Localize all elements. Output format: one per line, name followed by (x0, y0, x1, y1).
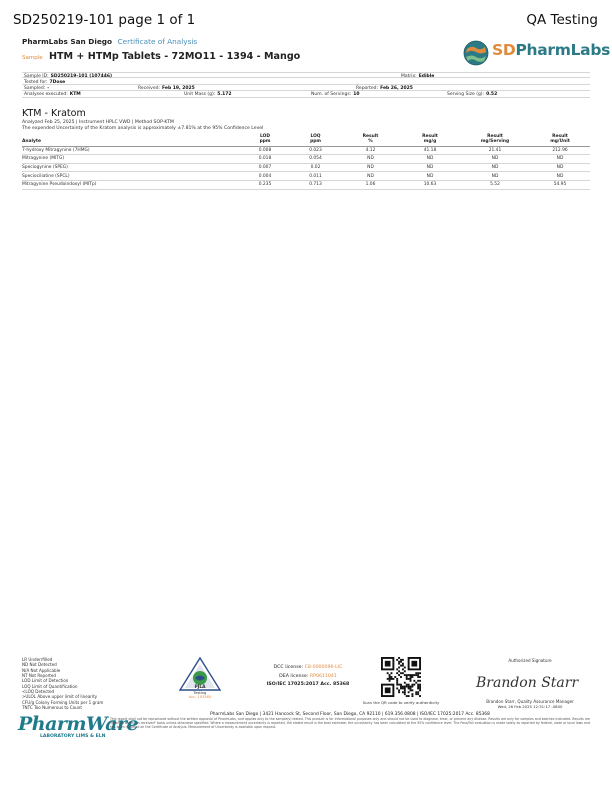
table-row (22, 163, 590, 172)
pharmware-logo (18, 713, 139, 743)
legend-item: <LOQ Detected (22, 689, 55, 695)
table-row (22, 146, 590, 155)
pharmware-wordmark: PharmWare (18, 713, 139, 735)
sample-id-value: SD250219-101 (107446) (50, 74, 113, 80)
section-note: The expended Uncertainty of the Kratom analysis is approximately ±7.81% at the 95% Confidence Level (22, 126, 264, 131)
unit-mass-label: Unit Mass (g): (184, 92, 216, 98)
signature-script: Brandon Starr (476, 675, 579, 691)
iso-accreditation: ISO/IEC 17025:2017 Acc. 85368 (266, 682, 350, 688)
section-title: KTM - Kratom (22, 108, 86, 119)
matrix-label: Matrix: (401, 74, 417, 80)
license-block (252, 664, 364, 690)
cell-analyte: 7-hydroxy Mitragynine (7HMG) (22, 146, 240, 155)
table-row (22, 180, 590, 189)
cell-analyte: Mitragynine Pseudoindoxyl (MITp) (22, 180, 240, 189)
cell-loq: 0.054 (290, 155, 341, 164)
header-result-mgs (460, 133, 530, 146)
document-type: Certificate of Analysis (117, 37, 198, 46)
header-result-mgu (530, 133, 590, 146)
pjla-sub: Testing (193, 690, 207, 695)
cell-mgu: ND (530, 155, 590, 164)
legend-item: CFU/g Colony Forming Units per 1 gram (22, 699, 104, 705)
legend-item: LR Underrfilled (22, 657, 53, 662)
header-result-pct-unit: % (368, 139, 373, 145)
signature-date: Wed, 26 Feb 2025 12:31:17 -0800 (497, 704, 563, 709)
signature-heading: Authorized Signature (508, 658, 552, 663)
dcc-value: C8-0000096-LIC (304, 665, 343, 670)
qr-caption: Scan the QR code to verify authenticity (362, 700, 440, 705)
legend-item: ND Not Detected (22, 662, 57, 668)
header-loq (290, 133, 341, 146)
sample-name: HTM + HTMp Tablets - 72MO11 - 1394 - Mango (48, 51, 301, 62)
header-result-pct (341, 133, 400, 146)
cell-mgg: 41.18 (400, 146, 460, 155)
dea-license (252, 673, 364, 682)
dea-value: RP0611041 (309, 673, 337, 679)
unit-mass-value: 5.172 (217, 92, 232, 98)
qa-testing-label: QA Testing (526, 12, 598, 28)
lab-name-text: PharmLabs San Diego (22, 37, 113, 46)
cell-mgs: ND (460, 172, 530, 181)
servings-label: Num. of Servings: (311, 92, 352, 98)
cell-lod: 0.004 (240, 172, 290, 181)
header-loq-unit: ppm (310, 139, 321, 145)
pharmware-subtitle: LABORATORY LIMS & ELN (40, 734, 106, 739)
header-result-mgs-unit: mg/Serving (480, 139, 510, 145)
signature-image (470, 668, 580, 694)
lab-address: PharmLabs San Diego | 3421 Hancock St, Second Floor, San Diego, CA 92110 | 619.356.0808 | ISO/IEC 17025:2017 Acc. 85368 (210, 712, 490, 717)
legend-item: >ULOL Above upper limit of linearity (22, 694, 98, 700)
cell-loq: 0.02 (290, 163, 341, 172)
abbreviation-legend (22, 657, 103, 710)
cell-mgu: ND (530, 172, 590, 181)
sampled-value: - (47, 85, 50, 91)
header-lod (240, 133, 290, 146)
reported-value: Feb 26, 2025 (380, 85, 413, 91)
received-value: Feb 19, 2025 (162, 85, 195, 91)
legend-item: LOD Limit of Detection (22, 678, 69, 684)
cell-pct: ND (341, 155, 400, 164)
cell-mgu: 212.96 (530, 146, 590, 155)
unit-mass-field (184, 92, 231, 97)
dcc-label: DCC license: (273, 665, 304, 670)
analyses-label: Analyses executed: (24, 92, 68, 98)
header-analyte-label: Analyte (22, 139, 41, 145)
analyses-field (24, 92, 81, 97)
logo-wordmark (492, 41, 610, 59)
header-result-mgg (400, 133, 460, 146)
cell-analyte: Speciociliatine (SPCL) (22, 172, 240, 181)
tested-for-label: Tested for: (24, 79, 48, 85)
matrix-value: Edible (418, 74, 435, 80)
table-header-row (22, 133, 590, 146)
sample-id-label: Sample ID: (24, 74, 49, 80)
cell-mgs: ND (460, 163, 530, 172)
pjla-label (176, 686, 224, 700)
cell-mgs: 5.52 (460, 180, 530, 189)
sampled-label: Sampled: (24, 85, 46, 91)
cell-lod: 0.008 (240, 146, 290, 155)
logo-pharmlabs: PharmLabs (515, 41, 611, 59)
dcc-license (252, 664, 364, 673)
header-result-mgu-unit: mg/Unit (550, 139, 570, 145)
serving-size-value: 0.52 (486, 92, 498, 98)
header-result-mgg-unit: mg/g (423, 139, 437, 145)
cell-lod: 0.235 (240, 180, 290, 189)
dea-label: DEA license: (279, 673, 309, 679)
header-result-mgs-top: Result (487, 134, 503, 139)
cell-analyte: Mitragynine (MITG) (22, 155, 240, 164)
section-meta: Analyzed Feb 25, 2025 | Instrument HPLC VWD | Method SOP-KTM (22, 120, 174, 125)
header-result-mgg-top: Result (422, 134, 438, 139)
legend-item: TNTC Too Numerous to Count (22, 705, 82, 711)
cell-mgu: 54.95 (530, 180, 590, 189)
sdpharmlabs-logo (462, 36, 611, 70)
cell-mgs: ND (460, 155, 530, 164)
cell-pct: ND (341, 163, 400, 172)
cell-mgu: ND (530, 163, 590, 172)
cell-mgg: ND (400, 155, 460, 164)
results-table-body (22, 146, 590, 189)
cell-pct: 1.06 (341, 180, 400, 189)
header-analyte (22, 133, 240, 146)
cell-lod: 0.018 (240, 155, 290, 164)
cell-loq: 0.023 (290, 146, 341, 155)
header-result-pct-top: Result (362, 134, 379, 139)
sample-title (22, 51, 300, 62)
pjla-accreditation: Acc. 103365 (188, 695, 212, 700)
servings-field (311, 92, 359, 97)
cell-analyte: Speciogynine (SPEG) (22, 163, 240, 172)
signatory-name: Brandon Starr, Quality Assurance Manager (486, 699, 574, 704)
info-row-4 (22, 91, 590, 97)
reported-label: Reported: (356, 85, 379, 91)
cell-loq: 0.713 (290, 180, 341, 189)
cell-lod: 0.007 (240, 163, 290, 172)
serving-size-label: Serving Size (g): (447, 92, 485, 98)
header-lod-unit: ppm (259, 139, 271, 145)
header-result-mgu-top: Result (552, 134, 568, 139)
legend-item: LOQ Limit of Quantification (22, 683, 78, 689)
legend-item: N/A Not Applicable (22, 667, 61, 673)
document-id: SD250219-101 page 1 of 1 (13, 12, 196, 28)
cell-mgg: ND (400, 163, 460, 172)
cell-mgg: 10.63 (400, 180, 460, 189)
lab-name (22, 37, 197, 46)
logo-sd: SD (492, 41, 516, 59)
servings-value: 10 (353, 92, 360, 98)
sample-info-block (22, 72, 590, 98)
serving-size-field (447, 92, 497, 97)
received-label: Received: (138, 85, 160, 91)
disclaimer-text: This report shall not be reproduced without the written approval of PharmLabs, and applies only to the sample(s) tested. This product is for informational purposes only and should not be used to diagnose, treat, or prevent any disease. Results are only for samples and batches indicated. Results are reported on an "as received" basis unless otherwise specified. Where a measurement uncertainty is reported, the stated result is the best estimate; the uncertainty has been calculated at the 95% confidence level. The Pass/Fail evaluation is made solely as reported by federal, state or local laws and has been reported on the Certificate of Analysis. Measurement of Uncertainty is available upon request. (110, 717, 590, 729)
cell-mgg: ND (400, 172, 460, 181)
sample-tag: Sample (22, 55, 43, 61)
qr-code-icon[interactable] (381, 657, 421, 697)
globe-logo-icon (462, 38, 490, 68)
header-lod-top: LOD (259, 134, 271, 139)
cell-loq: 0.011 (290, 172, 341, 181)
header-loq-top: LOQ (310, 134, 321, 139)
table-row (22, 155, 590, 164)
analyses-value: KTM (69, 92, 81, 98)
pjla-name: PJLA (194, 685, 206, 690)
tested-for-value: 7Dose (49, 79, 66, 85)
cell-pct: 4.12 (341, 146, 400, 155)
table-row (22, 172, 590, 181)
results-table (22, 133, 590, 190)
legend-item: NT Not Reported (22, 673, 57, 679)
cell-pct: ND (341, 172, 400, 181)
cell-mgs: 21.41 (460, 146, 530, 155)
